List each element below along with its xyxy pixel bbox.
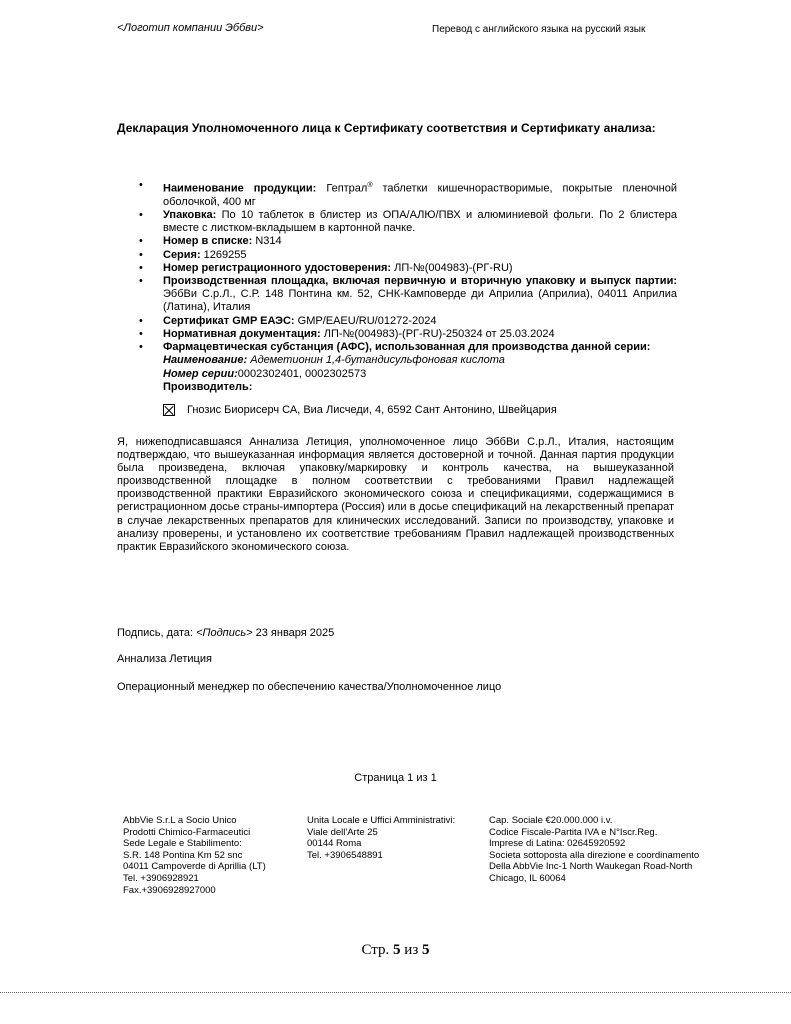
signer-position: Операционный менеджер по обеспечению качества/Уполномоченное лицо xyxy=(117,681,502,693)
list-item-product: • Наименование продукции: Гептрал® таблетки кишечнорастворимые, покрытые пленочной оболочкой, 400 мг xyxy=(139,179,678,208)
list-item-list-number: • Номер в списке: N314 xyxy=(139,235,282,248)
signer-name: Аннализа Летиция xyxy=(117,653,212,665)
footer-admin-office: Unita Locale e Uffici Amministrativi: Viale dell'Arte 25 00144 Roma Tel. +3906548891 xyxy=(307,815,456,861)
list-item-site: • Производственная площадка, включая первичную и вторичную упаковку и выпуск партии: ЭббВи С.р.Л., С.Р. 148 Понтина км. 52, СНК-Камповерде ди Априлиа (Априлиа), 04011 Априлиа (Латина), Италия xyxy=(139,275,677,314)
list-item-norm-doc: • Нормативная документация: ЛП-№(004983)-(РГ-RU)-250324 от 25.03.2024 xyxy=(139,327,555,340)
api-name-line: Наименование: Адеметионин 1,4-бутандисульфоновая кислота xyxy=(163,354,505,367)
product-details-list xyxy=(117,179,677,394)
manufacturer-row xyxy=(163,404,557,416)
inner-page-counter: Страница 1 из 1 xyxy=(354,772,437,784)
api-manufacturer-label: Производитель: xyxy=(163,380,253,393)
bullet-icon: • xyxy=(139,235,143,248)
document-title: Декларация Уполномоченного лица к Сертификату соответствия и Сертификату анализа: xyxy=(117,121,656,135)
list-item-reg-cert: • Номер регистрационного удостоверения: ЛП-№(004983)-(РГ-RU) xyxy=(139,261,513,274)
page-number: Стр. 5 из 5 xyxy=(361,942,430,958)
footer-legal-info: Cap. Sociale €20.000.000 i.v. Codice Fiscale-Partita IVA e N°Iscr.Reg. Imprese di Latina: 02645920592 Societa sottoposta alla direzione e coordinamento Della AbbVie Inc-1 North Waukegan Road-North Chicago, IL 60064 xyxy=(489,815,700,884)
bullet-icon: • xyxy=(139,179,143,191)
manufacturer-text: Гнозис Биорисерч СА, Виа Лисчеди, 4, 6592 Сант Антонино, Швейцария xyxy=(187,404,557,416)
list-item-gmp: • Сертификат GMP ЕАЭС: GMP/EAEU/RU/01272-2024 xyxy=(139,314,437,327)
translation-note: Перевод с английского языка на русский язык xyxy=(432,24,646,35)
footer-company-address: AbbVie S.r.L a Socio Unico Prodotti Chimico-Farmaceutici Sede Legale e Stabilimento: S.R. 148 Pontina Km 52 snc 04011 Campoverde di Aprillia (LT) Tel. +3906928921 Fax.+3906928927000 xyxy=(123,815,266,896)
bullet-icon: • xyxy=(139,248,143,261)
bullet-icon: • xyxy=(139,341,143,354)
signature-line: Подпись, дата: <Подпись> 23 января 2025 xyxy=(117,627,335,639)
bullet-icon: • xyxy=(139,209,143,222)
list-item-api: • Фармацевтическая субстанция (АФС), использованная для производства данной серии: Наименование: Адеметионин 1,4-бутандисульфоновая кислота Номер серии:0002302401, 0002302573 Производитель: xyxy=(117,341,677,394)
declaration-paragraph: Я, нижеподписавшаяся Аннализа Летиция, уполномоченное лицо ЭббВи С.р.Л., Италия, настоящим подтверждаю, что вышеуказанная информация является достоверной и точной. Данная партия продукции была произведена, включая упаковку/маркировку и контроль качества, на вышеуказанной производственной площадке в полном соответствии с требованиями Правил надлежащей производственной практики Евразийского экономического союза и спецификациями, содержащимися в регистрационном досье страны-импортера (Россия) или в досье спецификаций на лекарственный препарат в случае лекарственных препаратов для клинических исследований. Записи по производству, упаковке и анализу проверены, и установлено их соответствие требованиям Правил надлежащей производственных практик Евразийского экономического союза. xyxy=(117,436,674,553)
list-item-packaging: • Упаковка: По 10 таблеток в блистер из ОПА/АЛЮ/ПВХ и алюминиевой фольги. По 2 блистера вместе с листком-вкладышем в картонной пачке. xyxy=(139,209,677,235)
bullet-icon: • xyxy=(139,275,143,288)
page-separator xyxy=(0,992,791,993)
list-item-series: • Серия: 1269255 xyxy=(139,248,247,261)
api-series-line: Номер серии:0002302401, 0002302573 xyxy=(163,367,367,380)
logo-placeholder: <Логотип компании Эббви> xyxy=(117,22,264,34)
bullet-icon: • xyxy=(139,314,143,327)
checked-checkbox-icon xyxy=(163,404,175,416)
bullet-icon: • xyxy=(139,261,143,274)
bullet-icon: • xyxy=(139,327,143,340)
